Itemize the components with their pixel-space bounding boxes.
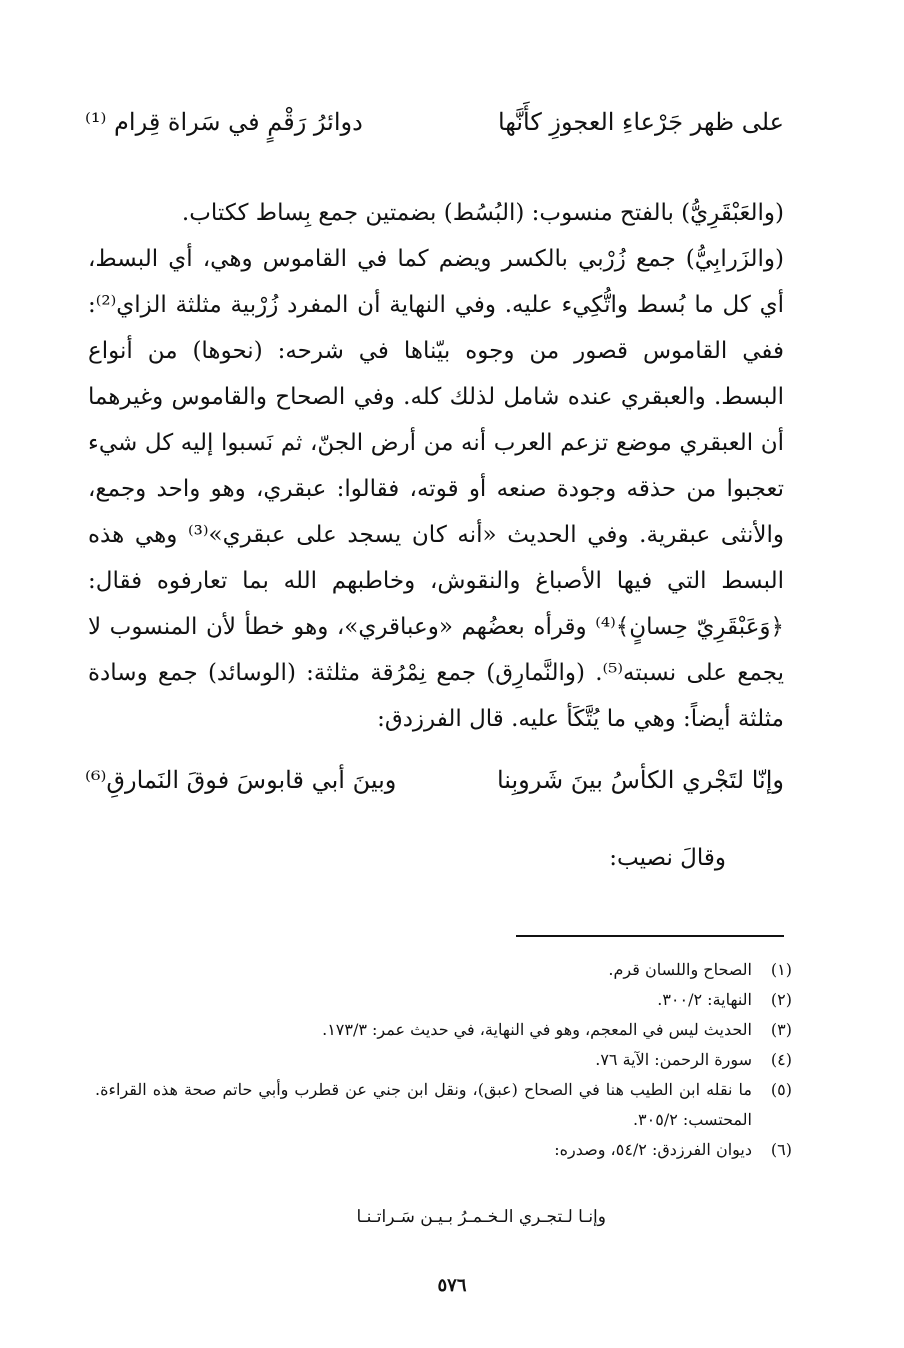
verse-2-hemistich-1: وإنّا لتَجْري الكأسُ بينَ شَروبِنا: [496, 766, 784, 794]
footnote-number: (٣): [770, 1020, 792, 1039]
verse-line-1: [85, 108, 784, 136]
footnote-5: [95, 1075, 792, 1135]
verse-1-hemistich-2: دوائرُ رَقْمٍ في سَراة قِرام ⁽¹⁾: [85, 108, 363, 136]
footnote-text: الصحاح واللسان قرم.: [608, 960, 752, 979]
footnote-4: [95, 1045, 792, 1075]
footnote-text: الحديث ليس في المعجم، وهو في النهاية، في حديث عمر: ١٧٣/٣.: [322, 1020, 752, 1039]
footnote-text: سورة الرحمن: الآية ٧٦.: [595, 1050, 752, 1069]
paragraph-abqari: (والعَبْقَرِيُّ) بالفتح منسوب: (البُسُط) بضمتين جمع بِساط ككتاب.: [181, 200, 784, 226]
footnote-number: (١): [770, 960, 792, 979]
footnote-text: ما نقله ابن الطيب هنا في الصحاح (عبق)، ونقل ابن جني عن قطرب وأبي حاتم صحة هذه القراءة. المحتسب: ٣٠٥/٢.: [95, 1080, 752, 1129]
paragraph-zarabi: (والزَرابِيُّ) جمع زُرْبي بالكسر ويضم كما في القاموس وهي، أي البسط، أي كل ما بُسط واتُّكِيء عليه. وفي النهاية أن المفرد زُرْبية مثلثة الزاي⁽²⁾: ففي القاموس قصور من وجوه بيّناها في شرحه: (نحوها) من أنواع البسط. والعبقري عنده شامل لذلك كله. وفي الصحاح والقاموس وغيرهما أن العبقري موضع تزعم العرب أنه من أرض الجنّ، ثم نَسبوا إليه كل شيء تعجبوا من حذقه وجودة صنعه أو قوته، فقالوا: عبقري، وهو واحد وجمع، والأنثى عبقرية. وفي الحديث «أنه كان يسجد على عبقري»⁽³⁾ وهي هذه البسط التي فيها الأصباغ والنقوش، وخاطبهم الله بما تعارفوه فقال: ﴿وَعَبْقَرِيّ حِسانٍ﴾⁽⁴⁾ وقرأه بعضُهم «وعباقري»، وهو خطأ لأن المنسوب لا يجمع على نسبته⁽⁵⁾. (والنَّمارِق) جمع نِمْرُقة مثلثة: (الوسائد) جمع وسادة مثلثة أيضاً: وهي ما يُتَّكَأ عليه. قال الفرزدق:: [88, 246, 784, 732]
verse-1-hemistich-1: على ظهر جَرْعاءِ العجوزِ كأَنَّها: [497, 108, 784, 136]
footnote-number: (٥): [770, 1080, 792, 1099]
footnote-text: ديوان الفرزدق: ٥٤/٢، وصدره:: [554, 1140, 752, 1159]
footnote-2: [95, 985, 792, 1015]
page-number: ٥٧٦: [437, 1275, 467, 1296]
main-text: [88, 190, 784, 742]
footnote-number: (٦): [770, 1140, 792, 1159]
qal-nusayb: وقالَ نصيب:: [609, 845, 726, 871]
footnote-separator: [516, 935, 784, 937]
verse-line-2: [85, 766, 784, 794]
footnote-number: (٢): [770, 990, 792, 1009]
footnote-number: (٤): [770, 1050, 792, 1069]
footnote-6: [95, 1135, 792, 1165]
footnote-text: النهاية: ٣٠٠/٢.: [657, 990, 752, 1009]
footnote-verse: وإنـا لـتجـري الـخـمـرُ بـيـن سَـراتـنـا: [356, 1207, 606, 1227]
verse-2-hemistich-2: وبينَ أبي قابوسَ فوقَ النَمارقِ⁽⁶⁾: [85, 766, 397, 794]
footnote-3: [95, 1015, 792, 1045]
footnotes: [95, 955, 792, 1165]
footnote-1: [95, 955, 792, 985]
